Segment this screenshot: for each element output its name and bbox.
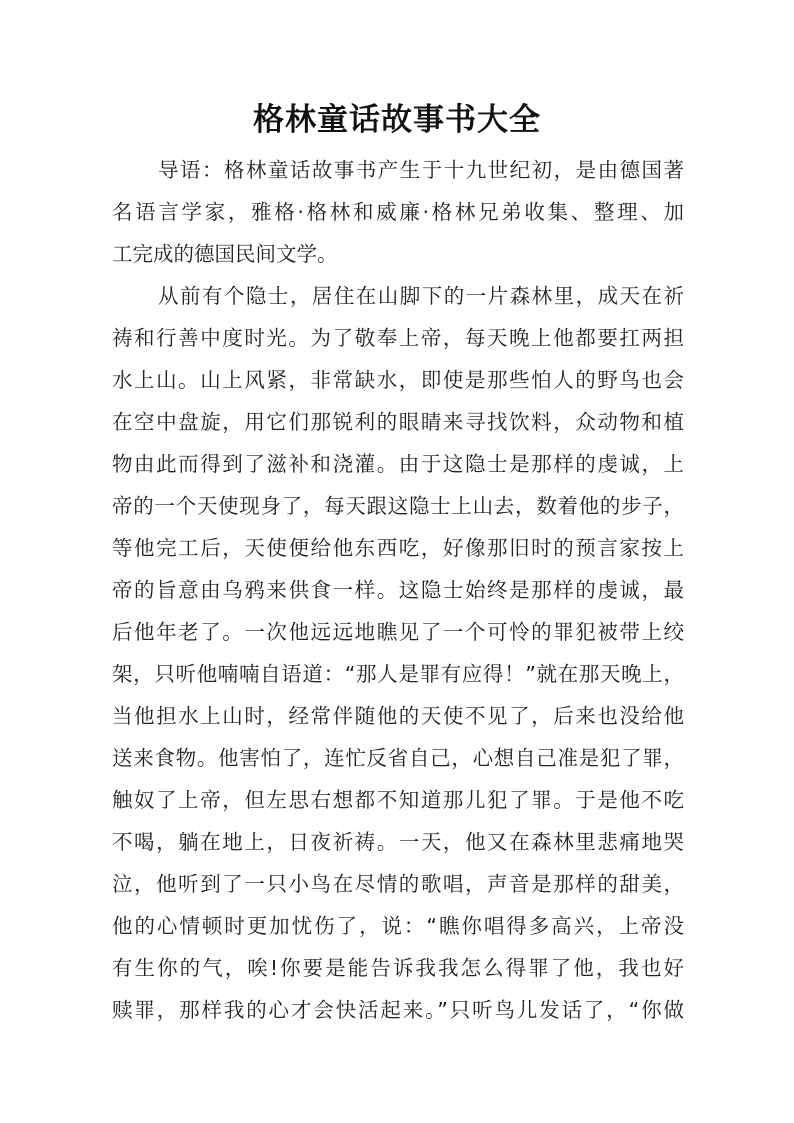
story-line: 送来食物。他害怕了，连忙反省自己，心想自己准是犯了罪， (112, 746, 684, 770)
story-line: 物由此而得到了滋补和浇灌。由于这隐士是那样的虔诚，上 (112, 452, 684, 476)
story-line: 水上山。山上风紧，非常缺水，即使是那些怕人的野鸟也会 (112, 368, 684, 392)
story-line: 不喝，躺在地上，日夜祈祷。一天，他又在森林里悲痛地哭 (112, 830, 684, 854)
story-line: 他的心情顿时更加忧伤了，说：“瞧你唱得多高兴，上帝没 (112, 914, 684, 938)
story-line: 从前有个隐士，居住在山脚下的一片森林里，成天在祈 (158, 284, 684, 308)
intro-line: 名语言学家，雅格·格林和威廉·格林兄弟收集、整理、加 (112, 200, 684, 224)
story-line: 祷和行善中度时光。为了敬奉上帝，每天晚上他都要扛两担 (112, 326, 684, 350)
story-line: 架，只听他喃喃自语道：“那人是罪有应得！”就在那天晚上， (112, 662, 684, 686)
story-line: 赎罪，那样我的心才会快活起来。”只听鸟儿发话了，“你做 (112, 998, 684, 1022)
intro-line: 工完成的德国民间文学。 (112, 242, 338, 266)
story-line: 当他担水上山时，经常伴随他的天使不见了，后来也没给他 (112, 704, 684, 728)
intro-line: 导语：格林童话故事书产生于十九世纪初，是由德国著 (158, 158, 684, 182)
story-line: 帝的旨意由乌鸦来供食一样。这隐士始终是那样的虔诚，最 (112, 578, 684, 602)
document-title: 格林童话故事书大全 (253, 102, 541, 138)
story-line: 后他年老了。一次他远远地瞧见了一个可怜的罪犯被带上绞 (112, 620, 684, 644)
story-line: 帝的一个天使现身了，每天跟这隐士上山去，数着他的步子， (112, 494, 684, 518)
story-line: 等他完工后，天使便给他东西吃，好像那旧时的预言家按上 (112, 536, 684, 560)
story-line: 在空中盘旋，用它们那锐利的眼睛来寻找饮料，众动物和植 (112, 410, 684, 434)
story-line: 有生你的气，唉!你要是能告诉我我怎么得罪了他，我也好 (112, 956, 684, 980)
story-line: 触奴了上帝，但左思右想都不知道那儿犯了罪。于是他不吃 (112, 788, 684, 812)
story-line: 泣，他听到了一只小鸟在尽情的歌唱，声音是那样的甜美， (112, 872, 684, 896)
